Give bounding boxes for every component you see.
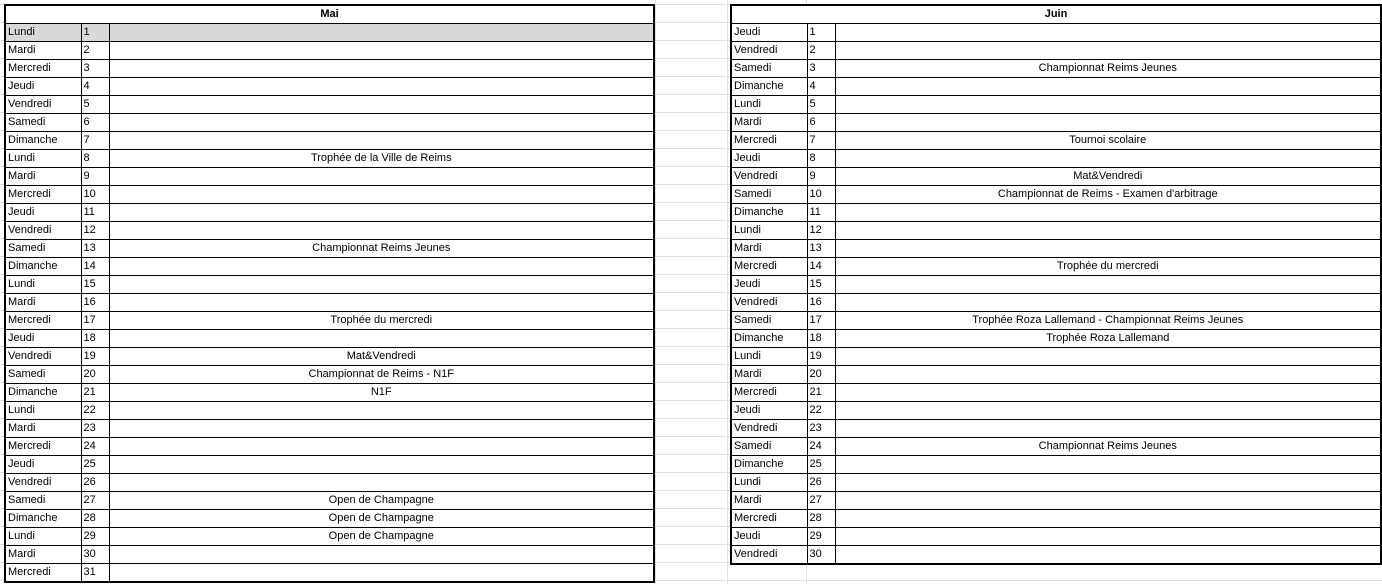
day-cell[interactable]: Mercredi <box>5 60 81 78</box>
event-cell[interactable] <box>835 456 1381 474</box>
table-row <box>5 276 654 294</box>
event-cell[interactable] <box>109 420 654 438</box>
day-cell[interactable]: Samedi <box>5 492 81 510</box>
date-cell[interactable]: 31 <box>81 564 109 583</box>
date-cell[interactable]: 28 <box>81 510 109 528</box>
date-cell[interactable]: 29 <box>81 528 109 546</box>
date-cell[interactable]: 7 <box>807 132 835 150</box>
day-cell[interactable]: Jeudi <box>731 402 807 420</box>
date-cell[interactable]: 17 <box>81 312 109 330</box>
day-cell[interactable]: Mardi <box>5 168 81 186</box>
date-cell[interactable]: 1 <box>81 24 109 42</box>
table-row <box>731 222 1381 240</box>
event-cell[interactable] <box>835 402 1381 420</box>
day-cell[interactable]: Dimanche <box>731 456 807 474</box>
table-row <box>5 366 654 384</box>
date-cell[interactable]: 3 <box>81 60 109 78</box>
day-cell[interactable]: Mardi <box>5 546 81 564</box>
table-row <box>731 294 1381 312</box>
table-row <box>5 42 654 60</box>
table-row <box>731 330 1381 348</box>
event-cell[interactable]: Trophée du mercredi <box>835 258 1381 276</box>
table-row <box>5 312 654 330</box>
event-cell[interactable] <box>835 114 1381 132</box>
event-cell[interactable]: Championnat Reims Jeunes <box>835 438 1381 456</box>
table-row <box>5 240 654 258</box>
event-cell[interactable] <box>109 258 654 276</box>
event-cell[interactable] <box>835 420 1381 438</box>
date-cell[interactable]: 11 <box>807 204 835 222</box>
day-cell[interactable]: Vendredi <box>731 294 807 312</box>
month-title-mai[interactable]: Mai <box>5 5 654 24</box>
table-row <box>731 492 1381 510</box>
table-row <box>5 222 654 240</box>
table-row <box>5 528 654 546</box>
event-cell[interactable]: Open de Champagne <box>109 510 654 528</box>
event-cell[interactable] <box>109 114 654 132</box>
event-cell[interactable]: Championnat de Reims - N1F <box>109 366 654 384</box>
date-cell[interactable]: 14 <box>807 258 835 276</box>
day-cell[interactable]: Mardi <box>731 492 807 510</box>
table-row <box>5 60 654 78</box>
date-cell[interactable]: 9 <box>81 168 109 186</box>
day-cell[interactable]: Jeudi <box>5 204 81 222</box>
event-cell[interactable]: Trophée de la Ville de Reims <box>109 150 654 168</box>
day-cell[interactable]: Lundi <box>5 402 81 420</box>
month-title-juin[interactable]: Juin <box>731 5 1381 24</box>
date-cell[interactable]: 2 <box>81 42 109 60</box>
day-cell[interactable]: Lundi <box>731 96 807 114</box>
day-cell[interactable]: Vendredi <box>5 348 81 366</box>
table-row <box>5 438 654 456</box>
table-row <box>5 294 654 312</box>
date-cell[interactable]: 1 <box>807 24 835 42</box>
day-cell[interactable]: Jeudi <box>5 78 81 96</box>
table-row <box>5 258 654 276</box>
day-cell[interactable]: Lundi <box>731 474 807 492</box>
table-row <box>731 528 1381 546</box>
event-cell[interactable]: Mat&Vendredi <box>835 168 1381 186</box>
event-cell[interactable] <box>109 294 654 312</box>
table-row <box>731 24 1381 42</box>
date-cell[interactable]: 30 <box>81 546 109 564</box>
date-cell[interactable]: 18 <box>807 330 835 348</box>
event-cell[interactable] <box>835 294 1381 312</box>
day-cell[interactable]: Vendredi <box>731 168 807 186</box>
day-cell[interactable]: Lundi <box>5 150 81 168</box>
table-row <box>731 186 1381 204</box>
table-row <box>731 420 1381 438</box>
table-row <box>731 150 1381 168</box>
date-cell[interactable]: 16 <box>807 294 835 312</box>
date-cell[interactable]: 7 <box>81 132 109 150</box>
event-cell[interactable] <box>109 438 654 456</box>
event-cell[interactable]: Open de Champagne <box>109 528 654 546</box>
event-cell[interactable] <box>835 276 1381 294</box>
date-cell[interactable]: 6 <box>807 114 835 132</box>
table-row <box>731 132 1381 150</box>
date-cell[interactable]: 12 <box>807 222 835 240</box>
date-cell[interactable]: 5 <box>807 96 835 114</box>
day-cell[interactable]: Dimanche <box>5 258 81 276</box>
table-row <box>731 276 1381 294</box>
event-cell[interactable] <box>109 276 654 294</box>
event-cell[interactable] <box>835 42 1381 60</box>
date-cell[interactable]: 2 <box>807 42 835 60</box>
table-row <box>731 258 1381 276</box>
date-cell[interactable]: 15 <box>807 276 835 294</box>
date-cell[interactable]: 9 <box>807 168 835 186</box>
event-cell[interactable]: Trophée Roza Lallemand - Championnat Reims Jeunes <box>835 312 1381 330</box>
day-cell[interactable]: Mardi <box>731 114 807 132</box>
date-cell[interactable]: 19 <box>807 348 835 366</box>
day-cell[interactable]: Jeudi <box>5 456 81 474</box>
table-row <box>731 204 1381 222</box>
event-cell[interactable] <box>835 492 1381 510</box>
day-cell[interactable]: Samedi <box>731 312 807 330</box>
date-cell[interactable]: 27 <box>81 492 109 510</box>
event-cell[interactable] <box>835 348 1381 366</box>
day-cell[interactable]: Jeudi <box>731 528 807 546</box>
day-cell[interactable]: Jeudi <box>5 330 81 348</box>
table-row <box>731 42 1381 60</box>
event-cell[interactable] <box>109 42 654 60</box>
day-cell[interactable]: Lundi <box>731 348 807 366</box>
date-cell[interactable]: 20 <box>81 366 109 384</box>
day-cell[interactable]: Vendredi <box>731 420 807 438</box>
table-row <box>731 474 1381 492</box>
date-cell[interactable]: 13 <box>807 240 835 258</box>
day-cell[interactable]: Jeudi <box>731 150 807 168</box>
table-row <box>5 96 654 114</box>
event-cell[interactable]: Championnat Reims Jeunes <box>109 240 654 258</box>
date-cell[interactable]: 4 <box>81 78 109 96</box>
event-cell[interactable] <box>109 186 654 204</box>
event-cell[interactable]: Mat&Vendredi <box>109 348 654 366</box>
table-row <box>5 384 654 402</box>
event-cell[interactable] <box>835 240 1381 258</box>
date-cell[interactable]: 28 <box>807 510 835 528</box>
date-cell[interactable]: 4 <box>807 78 835 96</box>
date-cell[interactable]: 23 <box>81 420 109 438</box>
day-cell[interactable]: Dimanche <box>5 132 81 150</box>
table-row <box>5 546 654 564</box>
event-cell[interactable] <box>109 474 654 492</box>
day-cell[interactable]: Jeudi <box>731 276 807 294</box>
date-cell[interactable]: 27 <box>807 492 835 510</box>
table-row <box>5 150 654 168</box>
event-cell[interactable] <box>109 330 654 348</box>
calendar-mai <box>4 4 655 583</box>
event-cell[interactable] <box>109 24 654 42</box>
date-cell[interactable]: 15 <box>81 276 109 294</box>
table-row <box>731 114 1381 132</box>
event-cell[interactable] <box>109 60 654 78</box>
table-row <box>5 114 654 132</box>
event-cell[interactable] <box>109 132 654 150</box>
event-cell[interactable] <box>109 402 654 420</box>
event-cell[interactable] <box>109 96 654 114</box>
date-cell[interactable]: 8 <box>81 150 109 168</box>
day-cell[interactable]: Mercredi <box>5 438 81 456</box>
date-cell[interactable]: 23 <box>807 420 835 438</box>
event-cell[interactable] <box>835 528 1381 546</box>
day-cell[interactable]: Mercredi <box>731 510 807 528</box>
calendar-body-mai <box>5 24 654 583</box>
table-row <box>5 348 654 366</box>
date-cell[interactable]: 12 <box>81 222 109 240</box>
date-cell[interactable]: 25 <box>807 456 835 474</box>
event-cell[interactable]: Championnat de Reims - Examen d'arbitrage <box>835 186 1381 204</box>
date-cell[interactable]: 30 <box>807 546 835 565</box>
date-cell[interactable]: 13 <box>81 240 109 258</box>
day-cell[interactable]: Samedi <box>5 240 81 258</box>
day-cell[interactable]: Lundi <box>5 528 81 546</box>
event-cell[interactable] <box>835 222 1381 240</box>
date-cell[interactable]: 17 <box>807 312 835 330</box>
day-cell[interactable]: Jeudi <box>731 24 807 42</box>
event-cell[interactable] <box>835 384 1381 402</box>
event-cell[interactable] <box>109 546 654 564</box>
table-row <box>5 132 654 150</box>
event-cell[interactable] <box>835 204 1381 222</box>
table-row <box>5 330 654 348</box>
date-cell[interactable]: 11 <box>81 204 109 222</box>
event-cell[interactable] <box>835 96 1381 114</box>
table-row <box>5 420 654 438</box>
event-cell[interactable] <box>109 456 654 474</box>
day-cell[interactable]: Vendredi <box>731 546 807 565</box>
day-cell[interactable]: Mercredi <box>731 258 807 276</box>
date-cell[interactable]: 21 <box>807 384 835 402</box>
date-cell[interactable]: 6 <box>81 114 109 132</box>
day-cell[interactable]: Samedi <box>731 186 807 204</box>
date-cell[interactable]: 24 <box>81 438 109 456</box>
event-cell[interactable]: Open de Champagne <box>109 492 654 510</box>
day-cell[interactable]: Samedi <box>731 438 807 456</box>
date-cell[interactable]: 22 <box>81 402 109 420</box>
event-cell[interactable] <box>835 510 1381 528</box>
day-cell[interactable]: Dimanche <box>731 330 807 348</box>
day-cell[interactable]: Mercredi <box>5 564 81 583</box>
date-cell[interactable]: 5 <box>81 96 109 114</box>
calendar-juin <box>730 4 1382 565</box>
date-cell[interactable]: 25 <box>81 456 109 474</box>
day-cell[interactable]: Dimanche <box>5 384 81 402</box>
day-cell[interactable]: Mercredi <box>731 132 807 150</box>
day-cell[interactable]: Mardi <box>5 42 81 60</box>
event-cell[interactable] <box>835 150 1381 168</box>
table-row <box>5 402 654 420</box>
day-cell[interactable]: Mardi <box>5 294 81 312</box>
day-cell[interactable]: Dimanche <box>5 510 81 528</box>
event-cell[interactable]: Trophée Roza Lallemand <box>835 330 1381 348</box>
date-cell[interactable]: 21 <box>81 384 109 402</box>
day-cell[interactable]: Vendredi <box>5 222 81 240</box>
table-row <box>5 78 654 96</box>
day-cell[interactable]: Mercredi <box>731 384 807 402</box>
date-cell[interactable]: 18 <box>81 330 109 348</box>
table-row <box>731 312 1381 330</box>
event-cell[interactable]: Trophée du mercredi <box>109 312 654 330</box>
day-cell[interactable]: Lundi <box>731 222 807 240</box>
table-row <box>5 564 654 583</box>
day-cell[interactable]: Vendredi <box>731 42 807 60</box>
table-row <box>731 240 1381 258</box>
table-row <box>5 456 654 474</box>
table-row <box>5 510 654 528</box>
event-cell[interactable] <box>835 24 1381 42</box>
date-cell[interactable]: 22 <box>807 402 835 420</box>
table-row <box>731 96 1381 114</box>
day-cell[interactable]: Samedi <box>5 366 81 384</box>
table-row <box>731 78 1381 96</box>
calendar-body-juin <box>731 24 1381 565</box>
event-cell[interactable] <box>109 78 654 96</box>
day-cell[interactable]: Dimanche <box>731 204 807 222</box>
table-row <box>5 168 654 186</box>
day-cell[interactable]: Mardi <box>731 366 807 384</box>
date-cell[interactable]: 26 <box>81 474 109 492</box>
date-cell[interactable]: 16 <box>81 294 109 312</box>
day-cell[interactable]: Lundi <box>5 276 81 294</box>
day-cell[interactable]: Mercredi <box>5 312 81 330</box>
event-cell[interactable] <box>109 222 654 240</box>
event-cell[interactable] <box>835 546 1381 565</box>
day-cell[interactable]: Dimanche <box>731 78 807 96</box>
day-cell[interactable]: Samedi <box>731 60 807 78</box>
event-cell[interactable] <box>835 474 1381 492</box>
table-row <box>5 186 654 204</box>
event-cell[interactable] <box>835 78 1381 96</box>
event-cell[interactable]: Championnat Reims Jeunes <box>835 60 1381 78</box>
date-cell[interactable]: 26 <box>807 474 835 492</box>
day-cell[interactable]: Mardi <box>5 420 81 438</box>
date-cell[interactable]: 14 <box>81 258 109 276</box>
date-cell[interactable]: 20 <box>807 366 835 384</box>
day-cell[interactable]: Mercredi <box>5 186 81 204</box>
table-row <box>731 402 1381 420</box>
table-row <box>731 348 1381 366</box>
table-row <box>731 60 1381 78</box>
day-cell[interactable]: Vendredi <box>5 96 81 114</box>
table-row <box>731 366 1381 384</box>
table-row <box>731 510 1381 528</box>
table-row <box>731 546 1381 565</box>
date-cell[interactable]: 24 <box>807 438 835 456</box>
date-cell[interactable]: 10 <box>81 186 109 204</box>
table-row <box>731 168 1381 186</box>
day-cell[interactable]: Samedi <box>5 114 81 132</box>
day-cell[interactable]: Vendredi <box>5 474 81 492</box>
table-row <box>5 474 654 492</box>
table-row <box>731 384 1381 402</box>
table-row <box>5 24 654 42</box>
event-cell[interactable] <box>109 564 654 583</box>
event-cell[interactable]: N1F <box>109 384 654 402</box>
date-cell[interactable]: 8 <box>807 150 835 168</box>
day-cell[interactable]: Lundi <box>5 24 81 42</box>
table-row <box>5 204 654 222</box>
event-cell[interactable] <box>109 204 654 222</box>
table-row <box>731 456 1381 474</box>
date-cell[interactable]: 29 <box>807 528 835 546</box>
date-cell[interactable]: 19 <box>81 348 109 366</box>
event-cell[interactable]: Tournoi scolaire <box>835 132 1381 150</box>
date-cell[interactable]: 10 <box>807 186 835 204</box>
table-row <box>5 492 654 510</box>
date-cell[interactable]: 3 <box>807 60 835 78</box>
day-cell[interactable]: Mardi <box>731 240 807 258</box>
event-cell[interactable] <box>835 366 1381 384</box>
table-row <box>731 438 1381 456</box>
event-cell[interactable] <box>109 168 654 186</box>
